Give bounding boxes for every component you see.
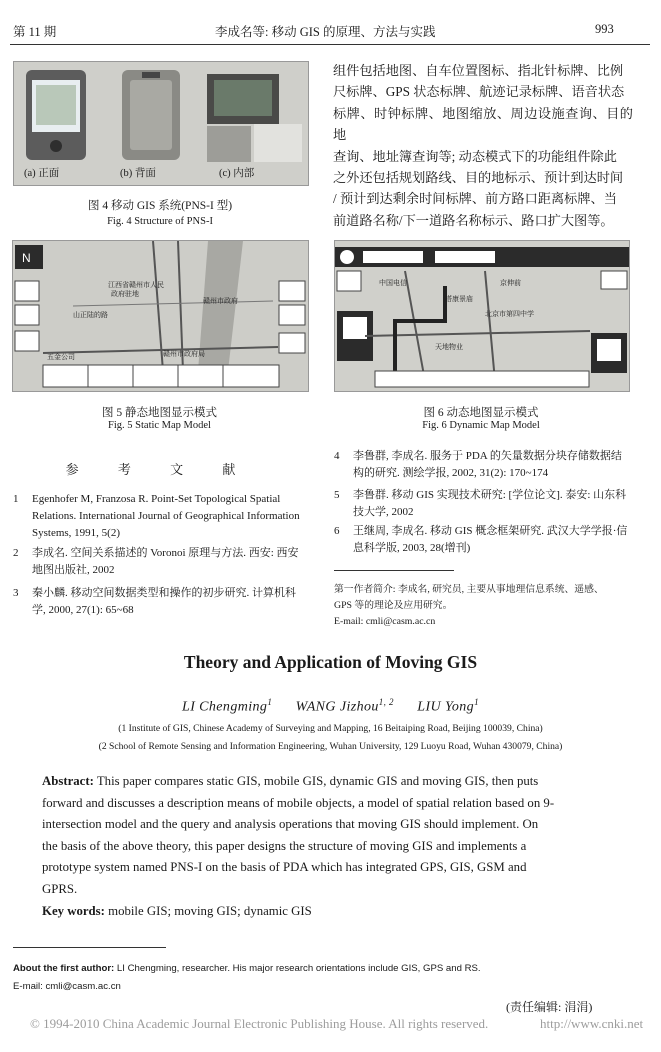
affiliation-mark: 1 <box>267 697 273 707</box>
affiliation-1: (1 Institute of GIS, Chinese Academy of Surveying and Mapping, 16 Beitaiping Road, Beijing 100039, China) <box>118 723 543 734</box>
reference-item <box>13 585 308 619</box>
references-heading: 参 考 文 献 <box>65 462 254 477</box>
figure6-caption-cn: 图 6 动态地图显示模式 <box>423 407 539 419</box>
abstract-line: prototype system named PNS-I on the basis of PDA which has integrated GPS, GIS, GSM and <box>42 860 527 875</box>
author-list <box>0 697 661 716</box>
abstract-line: This paper compares static GIS, mobile GIS, dynamic GIS and moving GIS, then puts <box>96 774 539 788</box>
reference-item <box>13 545 308 579</box>
footnote-label: About the first author: <box>13 963 115 974</box>
svg-text:天地物业: 天地物业 <box>435 344 463 351</box>
abstract-line: the basis of the above theory, this paper designs the structure of moving GIS and implements a <box>42 838 527 853</box>
author-note-line: GPS 等的理论及应用研究。 <box>334 600 453 611</box>
reference-text: 李鲁群, 李成名. 服务于 PDA 的矢量数据分块存储数据结构的研究. 测绘学报, 2002, 31(2): 170~174 <box>353 450 622 479</box>
svg-text:京伸前: 京伸前 <box>500 280 521 287</box>
reference-number: 6 <box>334 525 340 537</box>
figure5-map <box>12 240 309 392</box>
page-number: 993 <box>595 22 614 36</box>
reference-number: 2 <box>13 547 19 559</box>
paragraph-line: 前道路名称/下一道路名称标示、路口扩大图等。 <box>333 212 614 228</box>
author-note-line: 第一作者简介: 李成名, 研究员, 主要从事地理信息系统、遥感、 <box>334 584 604 595</box>
abstract <box>42 771 602 922</box>
svg-text:塔康景庙: 塔康景庙 <box>445 296 473 303</box>
svg-text:赣州市政府局: 赣州市政府局 <box>163 351 205 358</box>
reference-number: 3 <box>13 587 19 599</box>
keywords-label: Key words: <box>42 903 105 918</box>
svg-text:中国电信: 中国电信 <box>379 280 407 287</box>
paragraph-line: 尺标牌、GPS 状态标牌、航迹记录标牌、语音状态 <box>333 84 625 100</box>
svg-text:山正陆的路: 山正陆的路 <box>73 312 108 319</box>
panel-label-b: (b) 背面 <box>120 168 156 179</box>
reference-text: 王继周, 李成名. 移动 GIS 概念框架研究. 武汉大学学报·信息科学版, 2003, 28(增刊) <box>353 525 628 554</box>
footnote-text: LI Chengming, researcher. His major research orientations include GIS, GPS and RS. <box>114 963 481 974</box>
figure5-caption-en: Fig. 5 Static Map Model <box>108 420 211 431</box>
reference-item <box>334 448 629 482</box>
copyright-watermark: © 1994-2010 China Academic Journal Electronic Publishing House. All rights reserved. <box>30 1016 489 1031</box>
reference-item <box>334 523 629 557</box>
reference-item <box>13 491 308 542</box>
reference-number: 4 <box>334 450 340 462</box>
static-map-illustration <box>13 241 308 391</box>
english-title: Theory and Application of Moving GIS <box>183 652 478 672</box>
figure4-caption-cn: 图 4 移动 GIS 系统(PNS-I 型) <box>87 200 233 212</box>
svg-text:五金公司: 五金公司 <box>47 354 75 361</box>
paragraph-line: 标牌、时钟标牌、地图缩放、周边设施查询、目的地 <box>333 105 633 143</box>
figure4-caption-en: Fig. 4 Structure of PNS-I <box>107 216 213 227</box>
svg-text:N: N <box>22 251 31 265</box>
reference-text: Egenhofer M, Franzosa R. Point-Set Topological Spatial Relations. International Journal of Geographical Information Systems, 1991, 5(2) <box>32 493 300 539</box>
author-note-rule <box>334 570 454 571</box>
footnote-rule <box>13 947 166 948</box>
author-name: LIU Yong <box>417 699 475 715</box>
abstract-label: Abstract: <box>42 774 94 788</box>
figure6-caption-en: Fig. 6 Dynamic Map Model <box>422 420 540 431</box>
panel-label-c: (c) 内部 <box>219 168 255 179</box>
abstract-line: forward and discusses a description means of mobile objects, a model of spatial relation based on 9- <box>42 795 555 810</box>
affiliation-2: (2 School of Remote Sensing and Information Engineering, Wuhan University, 129 Luoyu Road, Wuhan 430079, China) <box>98 741 563 752</box>
svg-text:北京市第四中学: 北京市第四中学 <box>485 311 534 318</box>
reference-text: 秦小麟. 移动空间数据类型和操作的初步研究. 计算机科学, 2000, 27(1): 65~68 <box>32 587 296 616</box>
svg-text:江西省赣州市人民: 江西省赣州市人民 <box>108 282 164 289</box>
issue-number: 第 11 期 <box>13 25 57 39</box>
reference-text: 李鲁群. 移动 GIS 实现技术研究: [学位论文]. 泰安: 山东科技大学, 2002 <box>353 489 627 518</box>
figure4-photo <box>13 61 309 186</box>
panel-label-a: (a) 正面 <box>24 168 60 179</box>
paragraph-line: 之外还包括规划路线、目的地标示、预计到达时间 <box>333 170 624 186</box>
header-rule <box>10 44 650 45</box>
website-watermark[interactable]: http://www.cnki.net <box>540 1016 644 1031</box>
affiliation-mark: 1, 2 <box>378 697 394 707</box>
reference-text: 李成名. 空间关系描述的 Voronoi 原理与方法. 西安: 西安地图出版社, 2002 <box>32 547 299 576</box>
abstract-line: intersection model and the query and analysis operations that moving GIS should implement. On <box>42 817 539 832</box>
paragraph-line: 组件包括地图、自车位置图标、指北针标牌、比例 <box>333 63 624 78</box>
running-title: 李成名等: 移动 GIS 的原理、方法与实践 <box>215 25 436 39</box>
figure6-map <box>334 240 630 392</box>
reference-item <box>334 487 629 521</box>
footnote-email: E-mail: cmli@casm.ac.cn <box>13 981 121 992</box>
body-paragraph <box>333 60 633 231</box>
author-note <box>334 582 634 630</box>
paragraph-line: 查询、地址簿查询等; 动态模式下的功能组件除此 <box>333 148 617 164</box>
dynamic-map-illustration <box>335 241 629 391</box>
affiliation-mark: 1 <box>474 697 479 707</box>
reference-number: 1 <box>13 493 19 505</box>
author-note-email: E-mail: cmli@casm.ac.cn <box>334 616 436 627</box>
editor-note: (责任编辑: 涓涓) <box>506 1000 593 1014</box>
svg-text:赣州市政府: 赣州市政府 <box>203 298 238 305</box>
svg-text:政府驻地: 政府驻地 <box>111 291 139 298</box>
reference-number: 5 <box>334 489 340 501</box>
paragraph-line: / 预计到达剩余时间标牌、前方路口距离标牌、当 <box>333 191 617 207</box>
footnote-line <box>13 963 653 974</box>
figure5-caption-cn: 图 5 静态地图显示模式 <box>102 407 217 419</box>
abstract-line: GPRS. <box>42 881 78 896</box>
keywords: mobile GIS; moving GIS; dynamic GIS <box>108 903 312 918</box>
author-name: LI Chengming <box>182 699 268 715</box>
author-name: WANG Jizhou <box>295 699 379 715</box>
